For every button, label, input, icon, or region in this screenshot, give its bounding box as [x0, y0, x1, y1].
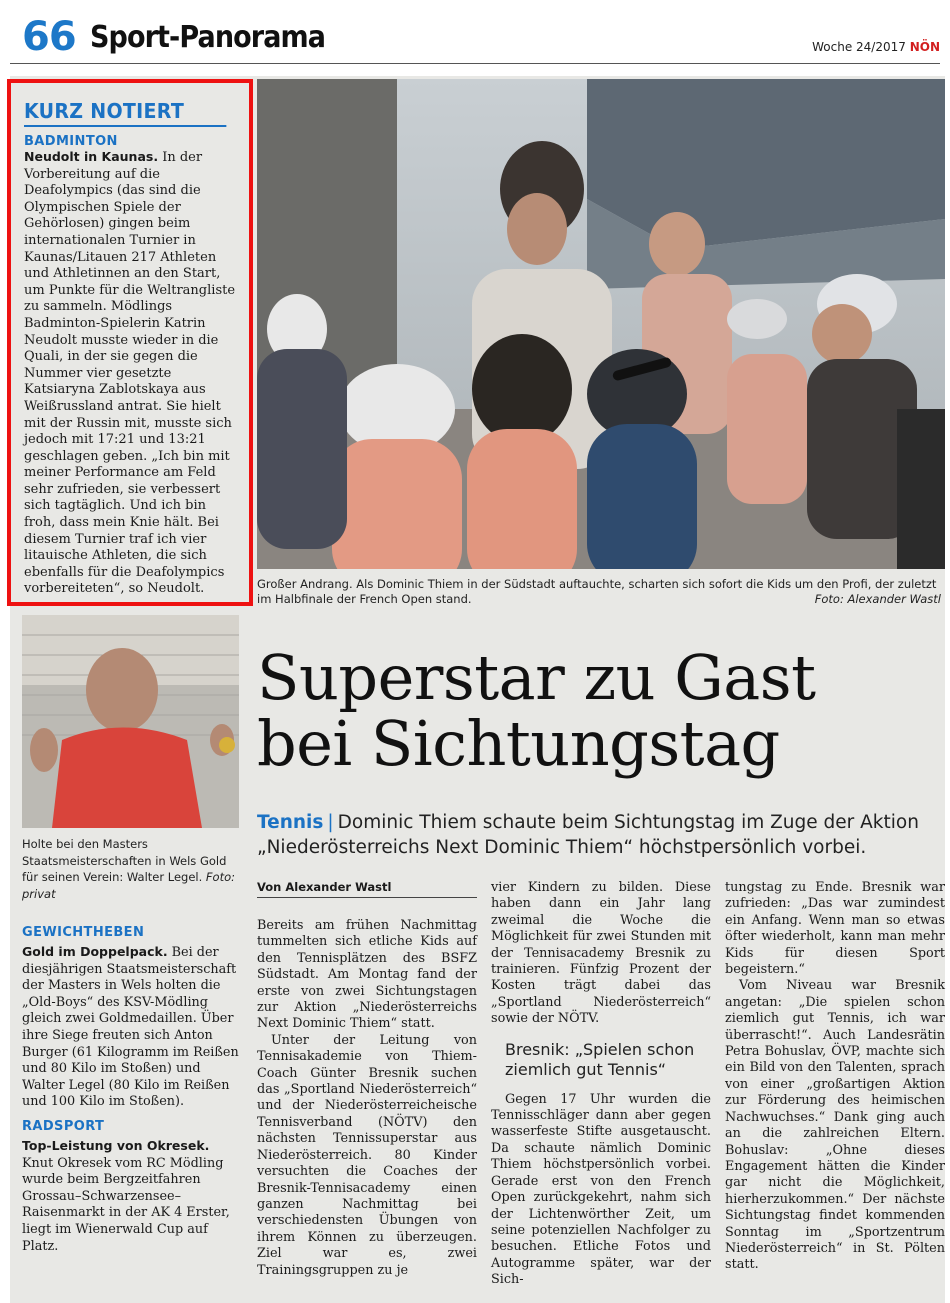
gewichtheben-category: GEWICHTHEBEN	[22, 925, 145, 940]
gewichtheben-lead: Gold im Doppelpack.	[22, 944, 168, 959]
col2-paragraph-1: vier Kindern zu bilden. Diese haben dann ein Jahr lang zweimal die Woche die Möglichkeit für zwei Stunden mit der Tennisacademy Bresnik zu trainieren. Fünfzig Prozent der Kosten trägt dabei das „Sportland Niederösterreich“ sowie der NÖTV.	[491, 880, 711, 1027]
badminton-category: BADMINTON	[24, 134, 118, 149]
main-photo	[257, 79, 945, 569]
col1-paragraph-2: Unter der Leitung von Tennisakademie von Thiem-Coach Günter Bresnik suchen das „Sportland Niederösterreich“ und der Niederösterreicheische Tennisverband (NÖTV) den nächsten Tennissuperstar aus Niederösterreich. 80 Kinder versuchten die Coaches der Bresnik-Tennisacademy einen ganzen Nachmittag bei verschiedensten Übungen von ihrem Können zu überzeugen. Ziel war es, zwei Trainingsgruppen zu je	[257, 1032, 477, 1278]
radsport-body: Knut Okresek vom RC Mödling wurde beim Bergzeitfahren Grossau–Schwarzensee–Raisenmarkt in der AK 4 Erster, liegt im Wienerwald Cup auf Platz.	[22, 1155, 230, 1254]
weightlifter-portrait	[22, 615, 239, 828]
col1-paragraph-1: Bereits am frühen Nachmittag tummelten sich etliche Kids auf den Tennisplätzen des BSFZ Südstadt. Am Montag fand der erste von zwei Sichtungstagen zur Aktion „Niederösterreichs Next Dominic Thiem“ statt.	[257, 918, 477, 1032]
kurz-notiert-box	[7, 79, 253, 606]
headline-line-1: Superstar zu Gast	[257, 641, 816, 714]
kicker-divider: |	[327, 812, 334, 833]
portrait-caption	[22, 836, 244, 902]
portrait-photo-credit: Foto: privat	[22, 870, 235, 901]
col3-paragraph-2: Vom Niveau war Bresnik angetan: „Die spielen schon ziemlich gut Tennis, ich war überrascht!“. Auch Landesrätin Petra Bohuslav, ÖVP, machte sich ein Bild von den Talenten, sprach von einer „großartigen Aktion zur Förderung des heimischen Nachwuchses.“ Dank ging auch an die zahlreichen Eltern. Bohuslav: „Ohne dieses Engagement hätten die Kinder gar nicht die Möglichkeit, hierherzukommen.“ Der nächste Sichtungstag findet kommenden Sonntag im „Sportzentrum Niederösterreich“ in St. Pölten statt.	[725, 978, 945, 1273]
article-column-2	[491, 880, 711, 1289]
portrait-photo	[22, 615, 239, 828]
page-header	[0, 0, 950, 72]
page-number: 66	[22, 14, 76, 60]
portrait-caption-text: Holte bei den Masters Staatsmeisterschaften in Wels Gold für seinen Verein: Walter Legel.	[22, 837, 227, 884]
deck-text: Dominic Thiem schaute beim Sichtungstag im Zuge der Aktion „Niederösterreichs Next Dominic Thiem“ höchstpersönlich vorbei.	[257, 812, 919, 858]
radsport-lead: Top-Leistung von Okresek.	[22, 1137, 210, 1153]
left-news-column	[22, 925, 242, 1263]
article-column-3	[725, 880, 945, 1274]
radsport-text	[22, 1138, 242, 1255]
article-headline	[257, 641, 937, 780]
header-rule	[10, 63, 940, 64]
badminton-body: In der Vorbereitung auf die Deafolympics (das sind die Olympischen Spiele der Gehörlosen) gingen beim internationalen Turnier in Kaunas/Litauen 217 Athleten und Athletinnen an den Start, um Punkte für die Weltrangliste zu sammeln. Mödlings Badminton-Spielerin Katrin Neudolt musste wieder in die Quali, in der sie gegen die Nummer vier gesetzte Katsiaryna Zablotskaya aus Weißrussland antrat. Sie hielt mit der Russin mit, musste sich jedoch mit 17:21 und 13:21 geschlagen geben. „Ich bin mit meiner Performance am Feld sehr zufrieden, sie verbessert sich tagtäglich. Und ich bin froh, dass mein Knie hält. Bei diesem Turnier traf ich vier litauische Athleten, die sich ebenfalls für die Deafolympics vorbereiteten“, so Neudolt.	[24, 150, 236, 597]
tennis-crowd-photo	[257, 79, 945, 569]
main-photo-caption	[257, 577, 945, 607]
brand-logo: NÖN	[909, 40, 940, 54]
main-photo-credit: Foto: Alexander Wastl	[814, 592, 941, 606]
radsport-category: RADSPORT	[22, 1118, 105, 1134]
article-subheading: Bresnik: „Spielen schon ziemlich gut Tennis“	[505, 1039, 695, 1079]
headline-line-2: bei Sichtungstag	[257, 707, 780, 780]
kurz-notiert-heading: KURZ NOTIERT	[24, 99, 226, 127]
col3-paragraph-1: tungstag zu Ende. Bresnik war zufrieden: „Das war zumindest ein Anfang. Wenn man so etwas öfter wiederholt, kann man mehr Kids für diesen Sport begeistern.“	[725, 880, 945, 978]
issue-week: Woche 24/2017	[812, 40, 906, 54]
gewichtheben-text	[22, 944, 242, 1111]
main-caption-text: Großer Andrang. Als Dominic Thiem in der Südstadt auftauchte, scharten sich sofort die Kids um den Profi, der zuletzt im Halbfinale der French Open stand.	[257, 577, 937, 606]
badminton-text	[24, 149, 237, 598]
col2-paragraph-2: Gegen 17 Uhr wurden die Tennisschläger dann aber gegen wasserfeste Stifte ausgetauscht. Da schaute nämlich Dominic Thiem höchstpersönlich vorbei. Gerade erst von den French Open zurückgekehrt, nahm sich der Lichtenwörther Zeit, um seine potenziellen Nachfolger zu besuchen. Etliche Fotos und Autogramme später, war der Sich-	[491, 1091, 711, 1288]
article-byline: Von Alexander Wastl	[257, 880, 477, 898]
gewichtheben-body: Bei der diesjährigen Staatsmeisterschaft der Masters in Wels holten die „Old-Boys“ des KSV-Mödling gleich zwei Goldmedaillen. Über ihre Siege freuten sich Anton Burger (61 Kilogramm im Reißen und 80 Kilo im Stoßen) und Walter Legel (80 Kilo im Reißen und 100 Kilo im Stoßen).	[22, 945, 239, 1110]
article-column-1	[257, 918, 477, 1279]
article-deck	[257, 810, 937, 860]
section-title: Sport-Panorama	[90, 20, 326, 55]
badminton-lead: Neudolt in Kaunas.	[24, 149, 159, 164]
issue-info	[812, 40, 940, 54]
article-kicker: Tennis	[257, 812, 324, 833]
